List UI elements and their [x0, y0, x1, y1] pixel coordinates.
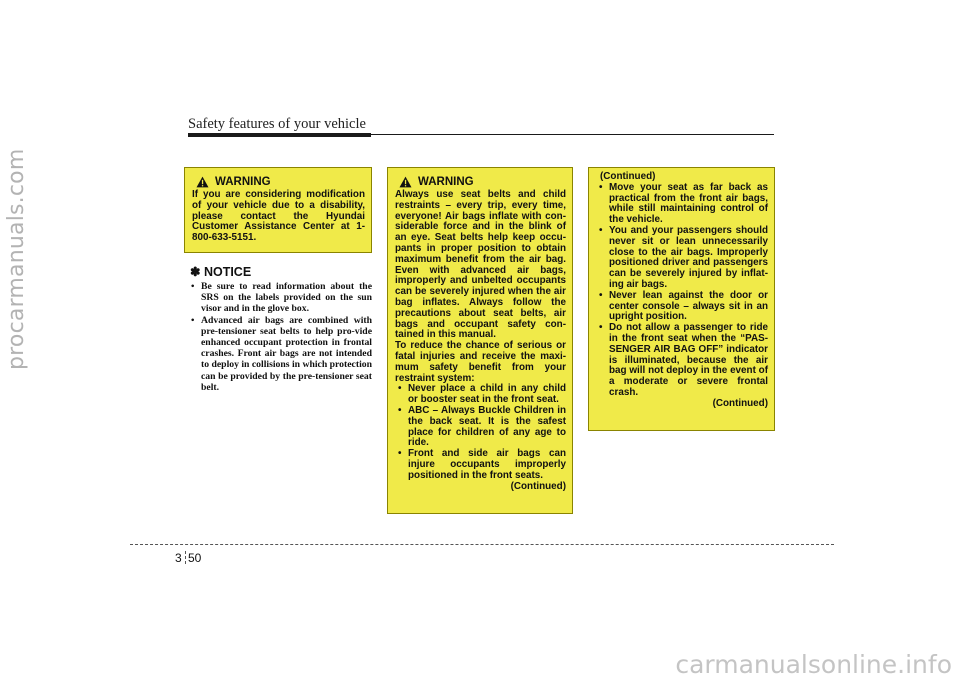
warning-title: WARNING	[215, 175, 271, 188]
notice-item: • Advanced air bags are combined with pre-tensioner seat belts to help pro-vide enhanced occupant protection in frontal crashes. Front air bags are not intended to deploy in collisions in which protection can be provided by the pre-tensioner seat belt.	[190, 315, 372, 393]
warning-box-continued	[588, 167, 775, 431]
bottom-watermark: carmanualsonline.info	[675, 650, 952, 679]
notice-list	[190, 281, 372, 393]
warning-box-disability	[184, 167, 372, 253]
warning-header	[196, 176, 365, 188]
chapter-number: 3	[175, 551, 182, 565]
warning-triangle-icon	[196, 176, 209, 188]
warning-list	[596, 183, 768, 399]
header-rule-thin	[371, 134, 774, 135]
continued-label: (Continued)	[712, 397, 768, 409]
warning-list	[395, 384, 566, 481]
warning-paragraph: Always use seat belts and child restraints – every trip, every time, everyone! Air bags inflate with con-siderable force and in the blink of an eye. Seat belts help keep occu-pants in proper position to obtain maximum benefit from the air bag. Even with advanced air bags, improperly and unbelted occupants can be severely injured when the air bag inflates. Always follow the precautions about seat belts, air bags and occupant safety con-tained in this manual.	[395, 189, 566, 341]
footer-divider	[185, 551, 186, 564]
notice-item: • Be sure to read information about the SRS on the labels provided on the sun visor and in the glove box.	[190, 281, 372, 315]
side-watermark: procarmanuals.com	[4, 148, 29, 370]
warning-item: • Never lean against the door or center console – always sit in an upright position.	[596, 291, 768, 323]
warning-title: WARNING	[418, 175, 474, 188]
warning-item: • Never place a child in any child or booster seat in the front seat.	[395, 384, 566, 406]
warning-triangle-icon	[399, 176, 412, 188]
warning-paragraph: To reduce the chance of serious or fatal injuries and receive the maxi-mum safety benefit from your restraint system:	[395, 340, 566, 384]
warning-box-seatbelts	[387, 167, 573, 514]
warning-item: • Front and side air bags can injure occupants improperly positioned in the front seats.	[395, 449, 566, 481]
notice-section	[190, 264, 372, 393]
notice-title: ✽ NOTICE	[190, 265, 252, 279]
warning-item: • ABC – Always Buckle Children in the back seat. It is the safest place for children of any age to ride.	[395, 406, 566, 449]
page-number: 50	[188, 551, 202, 565]
footer-rule	[130, 544, 834, 545]
warning-item: • You and your passengers should never sit or lean unnecessarily close to the air bags. Improperly positioned driver and passengers can be severely injured by inflat-ing air bags.	[596, 226, 768, 291]
warning-text: If you are considering modification of your vehicle due to a disability, please contact the Hyundai Customer Assistance Center at 1-800-633-5151.	[192, 189, 365, 244]
continued-label: (Continued)	[600, 171, 656, 182]
header-rule-thick	[188, 133, 371, 137]
warning-item: • Move your seat as far back as practical from the front air bags, while still maintaining control of the vehicle.	[596, 183, 768, 226]
warning-header	[399, 176, 566, 188]
warning-item: • Do not allow a passenger to ride in the front seat when the “PAS-SENGER AIR BAG OFF” indicator is illuminated, because the air bag will not deploy in the event of a moderate or severe frontal crash.	[596, 323, 768, 399]
page-section-title: Safety features of your vehicle	[188, 116, 366, 132]
continued-label: (Continued)	[510, 480, 566, 492]
